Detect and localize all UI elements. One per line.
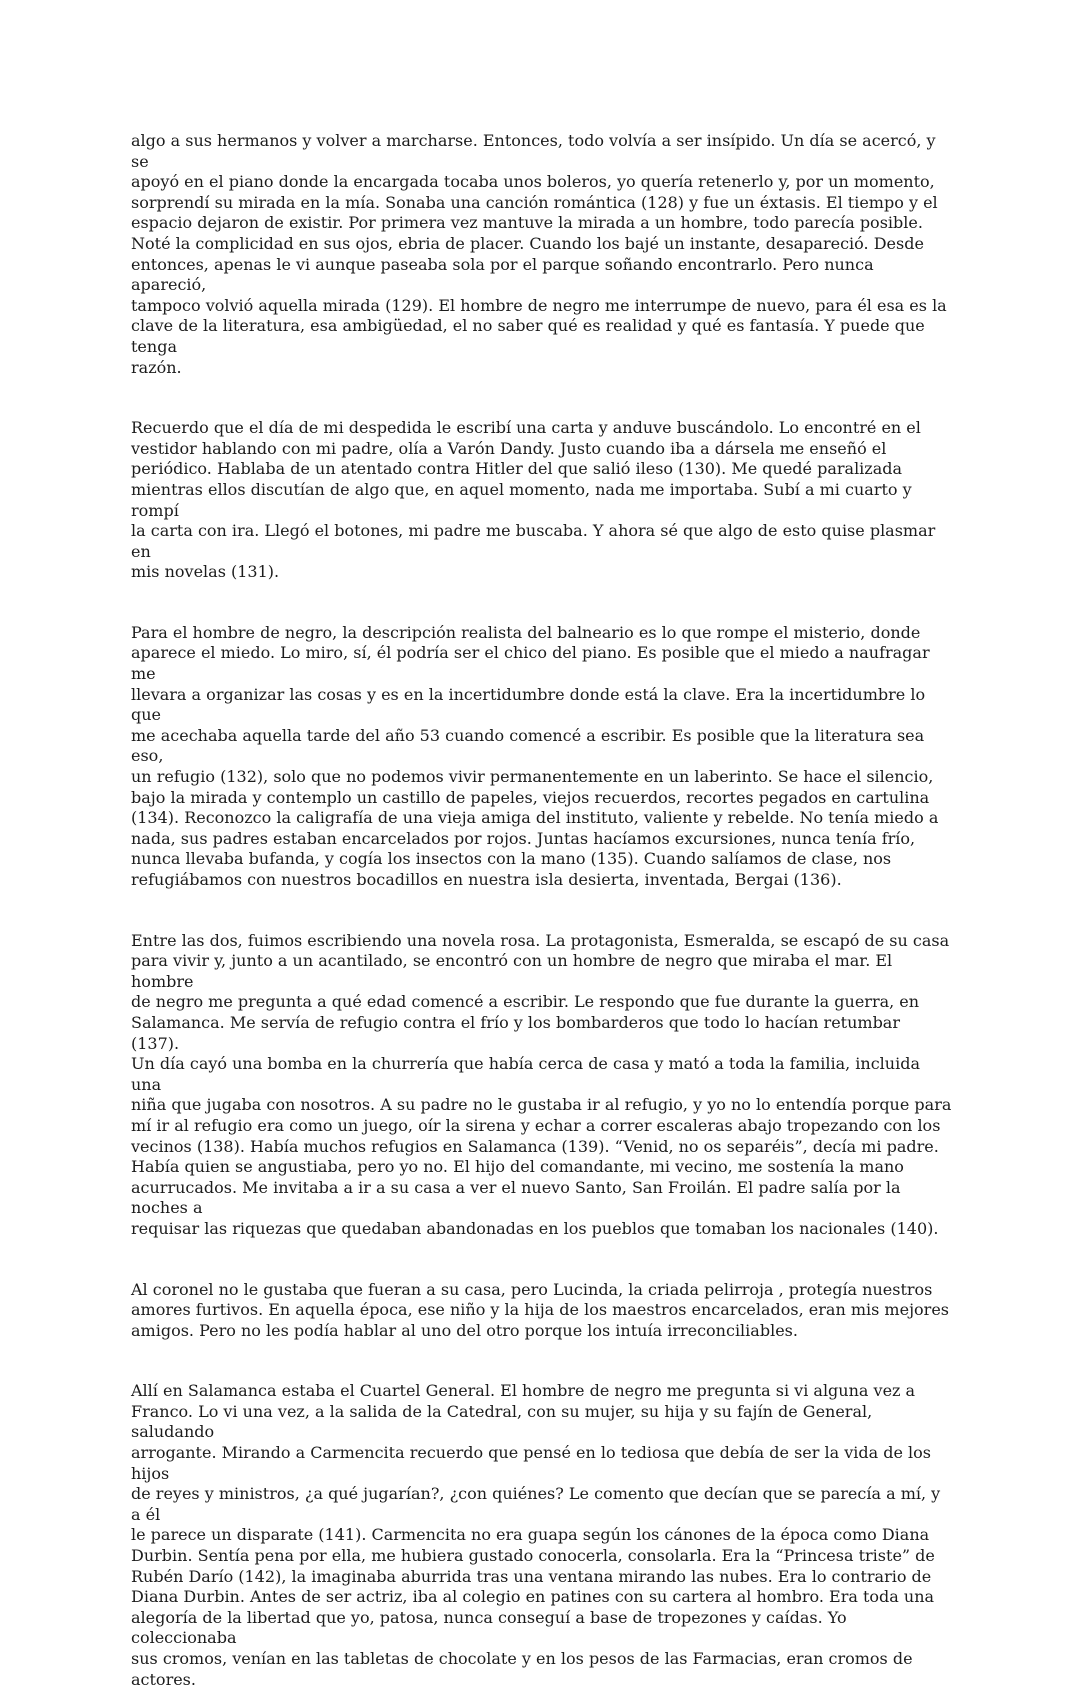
paragraph-3: Para el hombre de negro, la descripción realista del balneario es lo que rompe el misterio, donde aparece el miedo. Lo miro, sí, él podría ser el chico del piano. Es posible que el miedo a naufragar me llevara a organizar las cosas y es en la incertidumbre donde está la clave. Era la incertidumbre lo que me acechaba aquella tarde del año 53 cuando comencé a escribir. Es posible que la literatura sea eso, un refugio (132), solo que no podemos vivir permanentemente en un laberinto. Se hace el silencio, bajo la mirada y contemplo un castillo de papeles, viejos recuerdos, recortes pegados en cartulina (134). Reconozco la caligrafía de una vieja amiga del instituto, valiente y rebelde. No tenía miedo a nada, sus padres estaban encarcelados por rojos. Juntas hacíamos excursiones, nunca tenía frío, nunca llevaba bufanda, y cogía los insectos con la mano (135). Cuando salíamos de clase, nos refugiábamos con nuestros bocadillos en nuestra isla desierta, inventada, Bergai (136).	[131, 622, 939, 889]
paragraph-4: Entre las dos, fuimos escribiendo una novela rosa. La protagonista, Esmeralda, se escapó de su casa para vivir y, junto a un acantilado, se encontró con un hombre de negro que miraba el mar. El hombre de negro me pregunta a qué edad comencé a escribir. Le respondo que fue durante la guerra, en Salamanca. Me servía de refugio contra el frío y los bombarderos que todo lo hacían retumbar (137). Un día cayó una bomba en la churrería que había cerca de casa y mató a toda la familia, incluida una niña que jugaba con nosotros. A su padre no le gustaba ir al refugio, y yo no lo entendía porque para mí ir al refugio era como un juego, oír la sirena y echar a correr escaleras abajo tropezando con los vecinos (138). Había muchos refugios en Salamanca (139). “Venid, no os separéis”, decía mi padre. Había quien se angustiaba, pero yo no. El hijo del comandante, mi vecino, me sostenía la mano acurrucados. Me invitaba a ir a su casa a ver el nuevo Santo, San Froilán. El padre salía por la noches a requisar las riquezas que quedaban abandonadas en los pueblos que tomaban los nacionales (140).	[131, 930, 952, 1238]
document-page	[131, 131, 953, 1690]
paragraph-5: Al coronel no le gustaba que fueran a su casa, pero Lucinda, la criada pelirroja , protegía nuestros amores furtivos. En aquella época, ese niño y la hija de los maestros encarcelados, eran mis mejores amigos. Pero no les podía hablar al uno del otro porque los intuía irreconciliables.	[131, 1279, 949, 1340]
paragraph-1: algo a sus hermanos y volver a marcharse. Entonces, todo volvía a ser insípido. Un día se acercó, y se apoyó en el piano donde la encargada tocaba unos boleros, yo quería retenerlo y, por un momento, sorprendí su mirada en la mía. Sonaba una canción romántica (128) y fue un éxtasis. El tiempo y el espacio dejaron de existir. Por primera vez mantuve la mirada a un hombre, todo parecía posible. Noté la complicidad en sus ojos, ebria de placer. Cuando los bajé un instante, desapareció. Desde entonces, apenas le vi aunque paseaba sola por el parque soñando encontrarlo. Pero nunca apareció, tampoco volvió aquella mirada (129). El hombre de negro me interrumpe de nuevo, para él esa es la clave de la literatura, esa ambigüedad, el no saber qué es realidad y qué es fantasía. Y puede que tenga razón.	[131, 131, 947, 377]
paragraph-2: Recuerdo que el día de mi despedida le escribí una carta y anduve buscándolo. Lo encontré en el vestidor hablando con mi padre, olía a Varón Dandy. Justo cuando iba a dársela me enseñó el periódico. Hablaba de un atentado contra Hitler del que salió ileso (130). Me quedé paralizada mientras ellos discutían de algo que, en aquel momento, nada me importaba. Subí a mi cuarto y rompí la carta con ira. Llegó el botones, mi padre me buscaba. Y ahora sé que algo de esto quise plasmar en mis novelas (131).	[131, 418, 936, 582]
paragraph-6: Allí en Salamanca estaba el Cuartel General. El hombre de negro me pregunta si vi alguna vez a Franco. Lo vi una vez, a la salida de la Catedral, con su mujer, su hija y su fajín de General, saludando arrogante. Mirando a Carmencita recuerdo que pensé en lo tediosa que debía de ser la vida de los hijos de reyes y ministros, ¿a qué jugarían?, ¿con quiénes? Le comento que decían que se parecía a mí, y a él le parece un disparate (141). Carmencita no era guapa según los cánones de la época como Diana Durbin. Sentía pena por ella, me hubiera gustado conocerla, consolarla. Era la “Princesa triste” de Rubén Darío (142), la imaginaba aburrida tras una ventana mirando las nubes. Era lo contrario de Diana Durbin. Antes de ser actriz, iba al colegio en patines con su cartera al hombro. Era toda una alegoría de la libertad que yo, patosa, nunca conseguí a base de tropezones y caídas. Yo coleccionaba sus cromos, venían en las tabletas de chocolate y en los pesos de las Farmacias, eran cromos de actores.	[131, 1381, 941, 1689]
